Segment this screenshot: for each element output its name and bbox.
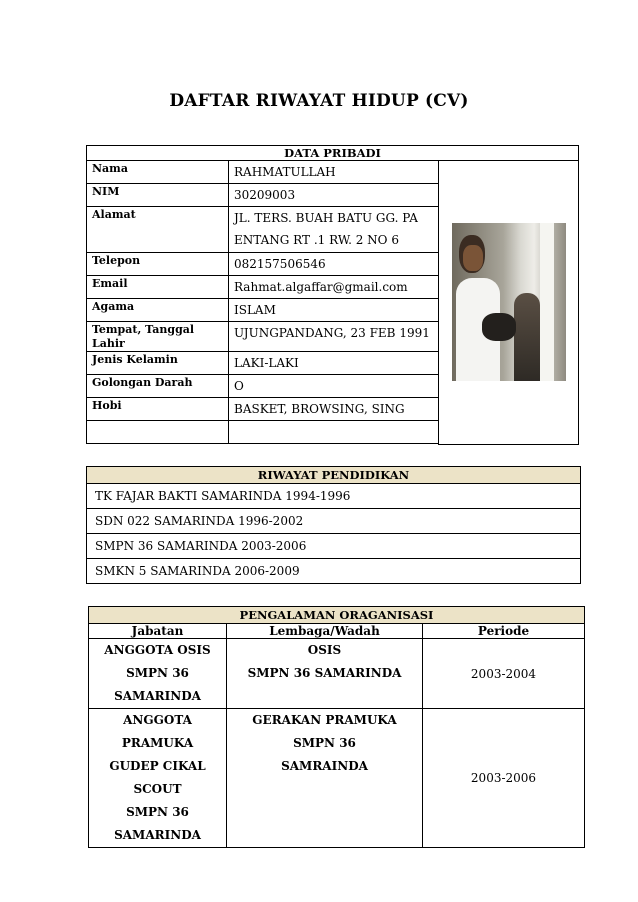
label-nama: Nama xyxy=(87,161,229,184)
value-email: Rahmat.algaffar@gmail.com xyxy=(229,276,439,299)
org-jabatan-line: SAMARINDA xyxy=(114,689,201,703)
org-lembaga-line: SMPN 36 xyxy=(293,736,356,750)
org-jabatan-line: ANGGOTA PRAMUKA xyxy=(121,713,194,750)
value-nim: 30209003 xyxy=(229,184,439,207)
pendidikan-item: SDN 022 SAMARINDA 1996-2002 xyxy=(87,509,581,534)
label-nim: NIM xyxy=(87,184,229,207)
org-lembaga-line: OSIS xyxy=(307,643,342,657)
org-jabatan-line: ANGGOTA OSIS xyxy=(104,643,211,657)
label-golongan-darah: Golongan Darah xyxy=(87,375,229,398)
org-lembaga xyxy=(227,709,423,848)
label-hobi: Hobi xyxy=(87,398,229,421)
photo-cell xyxy=(439,161,579,445)
org-jabatan-line: GUDEP CIKAL SCOUT xyxy=(109,759,206,796)
org-jabatan xyxy=(89,709,227,848)
riwayat-pendidikan-table xyxy=(86,466,581,584)
org-periode: 2003-2004 xyxy=(423,639,585,709)
pengalaman-organisasi-table xyxy=(88,606,585,848)
org-periode: 2003-2006 xyxy=(423,709,585,848)
data-pribadi-header: DATA PRIBADI xyxy=(87,146,579,161)
value-ttl: UJUNGPANDANG, 23 FEB 1991 xyxy=(229,322,439,352)
label-alamat: Alamat xyxy=(87,207,229,253)
value-telepon: 082157506546 xyxy=(229,253,439,276)
riwayat-pendidikan-header: RIWAYAT PENDIDIKAN xyxy=(87,467,581,484)
pendidikan-item: SMPN 36 SAMARINDA 2003-2006 xyxy=(87,534,581,559)
pendidikan-item: TK FAJAR BAKTI SAMARINDA 1994-1996 xyxy=(87,484,581,509)
value-golongan-darah: O xyxy=(229,375,439,398)
org-jabatan xyxy=(89,639,227,709)
org-jabatan-line: SAMARINDA xyxy=(114,828,201,842)
column-lembaga: Lembaga/Wadah xyxy=(227,624,423,639)
org-lembaga-line: SMPN 36 SAMARINDA xyxy=(247,666,402,680)
pendidikan-item: SMKN 5 SAMARINDA 2006-2009 xyxy=(87,559,581,584)
value-jenis-kelamin: LAKI-LAKI xyxy=(229,352,439,375)
org-jabatan-line: SMPN 36 xyxy=(126,805,189,819)
column-periode: Periode xyxy=(423,624,585,639)
value-alamat-line-1: JL. TERS. BUAH BATU GG. PA xyxy=(234,211,418,225)
value-agama: ISLAM xyxy=(229,299,439,322)
label-ttl: Tempat, Tanggal Lahir xyxy=(87,322,229,352)
pengalaman-organisasi-header: PENGALAMAN ORAGANISASI xyxy=(89,607,585,624)
label-agama: Agama xyxy=(87,299,229,322)
value-alamat xyxy=(229,207,439,253)
data-pribadi-table xyxy=(86,145,579,445)
label-jenis-kelamin: Jenis Kelamin xyxy=(87,352,229,375)
org-lembaga-line: SAMRAINDA xyxy=(281,759,368,773)
value-hobi: BASKET, BROWSING, SING xyxy=(229,398,439,421)
empty-cell xyxy=(87,421,229,444)
org-lembaga-line: GERAKAN PRAMUKA xyxy=(252,713,397,727)
value-nama: RAHMATULLAH xyxy=(229,161,439,184)
value-alamat-line-2: ENTANG RT .1 RW. 2 NO 6 xyxy=(234,233,399,247)
column-jabatan: Jabatan xyxy=(89,624,227,639)
org-lembaga xyxy=(227,639,423,709)
empty-cell xyxy=(229,421,439,444)
org-jabatan-line: SMPN 36 xyxy=(126,666,189,680)
label-telepon: Telepon xyxy=(87,253,229,276)
label-email: Email xyxy=(87,276,229,299)
page-title: DAFTAR RIWAYAT HIDUP (CV) xyxy=(169,91,469,111)
profile-photo xyxy=(452,223,566,381)
